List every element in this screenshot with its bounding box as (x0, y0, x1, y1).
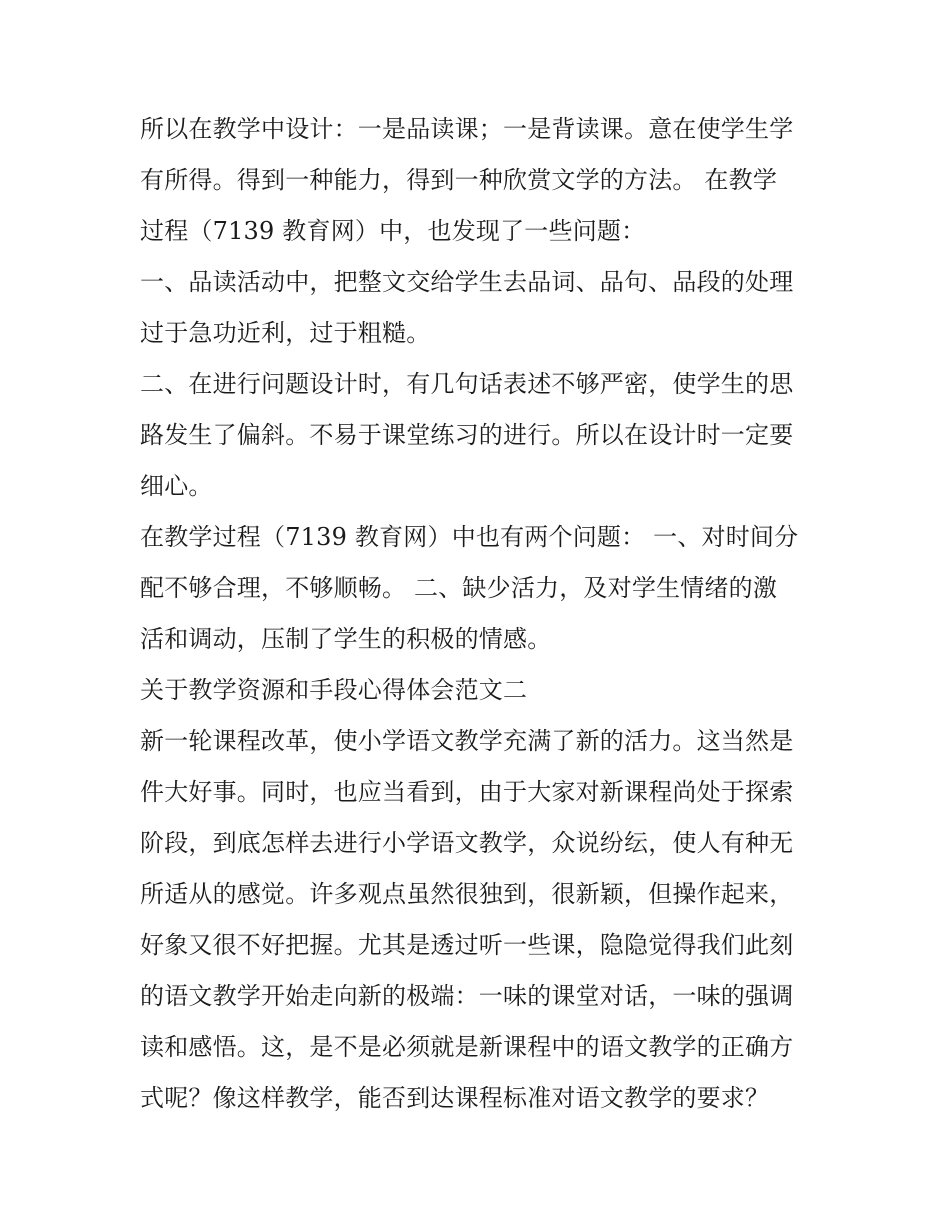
text-line: 过程（7139 教育网）中，也发现了一些问题： (140, 217, 646, 245)
text-line: 好象又很不好把握。尤其是透过听一些课，隐隐觉得我们此刻 (140, 931, 794, 959)
text-line: 二、在进行问题设计时，有几句话表述不够严密，使学生的思 (140, 370, 794, 398)
text-line: 配不够合理，不够顺畅。 二、缺少活力，及对学生情绪的激 (140, 574, 778, 602)
section-heading: 关于教学资源和手段心得体会范文二 (140, 676, 528, 704)
text-line: 读和感悟。这，是不是必须就是新课程中的语文教学的正确方 (140, 1033, 794, 1061)
text-line: 活和调动，压制了学生的积极的情感。 (140, 625, 552, 653)
text-line: 有所得。得到一种能力，得到一种欣赏文学的方法。 在教学 (140, 166, 778, 194)
document-body (140, 104, 820, 1124)
text-line: 在教学过程（7139 教育网）中也有两个问题： 一、对时间分 (140, 523, 799, 551)
text-line: 式呢？像这样教学，能否到达课程标准对语文教学的要求？ (140, 1084, 770, 1112)
text-line: 件大好事。同时，也应当看到，由于大家对新课程尚处于探索 (140, 778, 794, 806)
text-line: 所以在教学中设计：一是品读课；一是背读课。意在使学生学 (140, 115, 794, 143)
text-line: 过于急功近利，过于粗糙。 (140, 319, 431, 347)
text-line: 路发生了偏斜。不易于课堂练习的进行。所以在设计时一定要 (140, 421, 794, 449)
text-line: 阶段，到底怎样去进行小学语文教学，众说纷纭，使人有种无 (140, 829, 794, 857)
text-line: 新一轮课程改革，使小学语文教学充满了新的活力。这当然是 (140, 727, 794, 755)
text-line: 的语文教学开始走向新的极端：一味的课堂对话，一味的强调 (140, 982, 794, 1010)
text-line: 所适从的感觉。许多观点虽然很独到，很新颖，但操作起来， (140, 880, 794, 908)
text-line: 一、品读活动中，把整文交给学生去品词、品句、品段的处理 (140, 268, 794, 296)
text-line: 细心。 (140, 472, 213, 500)
